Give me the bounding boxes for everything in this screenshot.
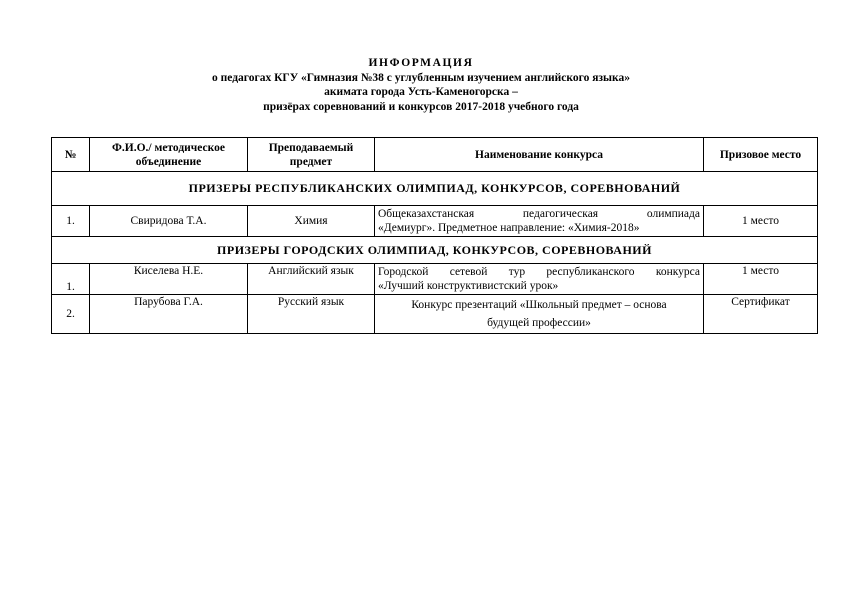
section-title: ПРИЗЕРЫ ГОРОДСКИХ ОЛИМПИАД, КОНКУРСОВ, СОРЕВНОВАНИЙ: [52, 237, 818, 264]
cell-place: 1 место: [704, 264, 818, 295]
cell-place: Сертификат: [704, 295, 818, 334]
table-header-row: [52, 138, 818, 172]
document-title: ИНФОРМАЦИЯ: [368, 57, 474, 69]
col-header-subject: Преподаваемый предмет: [248, 138, 375, 172]
contest-line-2: будущей профессии»: [487, 317, 591, 329]
section-row-republic: [52, 172, 818, 206]
cell-number: 1.: [52, 264, 90, 295]
contest-line-2: «Демиург». Предметное направление: «Химия-2018»: [378, 222, 640, 234]
table-row: [52, 206, 818, 237]
cell-number: 2.: [52, 295, 90, 334]
contest-line-1: Городской сетевой тур республиканского конкурса: [378, 266, 700, 278]
section-title: ПРИЗЕРЫ РЕСПУБЛИКАНСКИХ ОЛИМПИАД, КОНКУРСОВ, СОРЕВНОВАНИЙ: [52, 172, 818, 206]
cell-contest: [375, 264, 704, 295]
col-header-contest: Наименование конкурса: [375, 138, 704, 172]
cell-name: Киселева Н.Е.: [90, 264, 248, 295]
winners-table: [51, 137, 818, 334]
contest-line-1: Общеказахстанская педагогическая олимпиада: [378, 208, 700, 220]
header-line-4: призёрах соревнований и конкурсов 2017-2018 учебного года: [263, 100, 579, 113]
header-line-2: о педагогах КГУ «Гимназия №38 с углубленным изучением английского языка»: [212, 71, 630, 84]
table-row: [52, 264, 818, 295]
document-header: [0, 56, 842, 114]
cell-number: 1.: [52, 206, 90, 237]
header-line-3: акимата города Усть-Каменогорска –: [324, 86, 518, 98]
contest-line-2: «Лучший конструктивистский урок»: [378, 280, 559, 292]
cell-name: Парубова Г.А.: [90, 295, 248, 334]
cell-subject: Английский язык: [248, 264, 375, 295]
col-header-place: Призовое место: [704, 138, 818, 172]
table-row: [52, 295, 818, 334]
cell-name: Свиридова Т.А.: [90, 206, 248, 237]
cell-place: 1 место: [704, 206, 818, 237]
col-header-name: Ф.И.О./ методическое объединение: [90, 138, 248, 172]
cell-subject: Химия: [248, 206, 375, 237]
contest-line-1: Конкурс презентаций «Школьный предмет – основа: [411, 299, 667, 311]
col-header-number: №: [52, 138, 90, 172]
section-row-city: [52, 237, 818, 264]
cell-subject: Русский язык: [248, 295, 375, 334]
cell-contest: [375, 295, 704, 334]
cell-contest: [375, 206, 704, 237]
